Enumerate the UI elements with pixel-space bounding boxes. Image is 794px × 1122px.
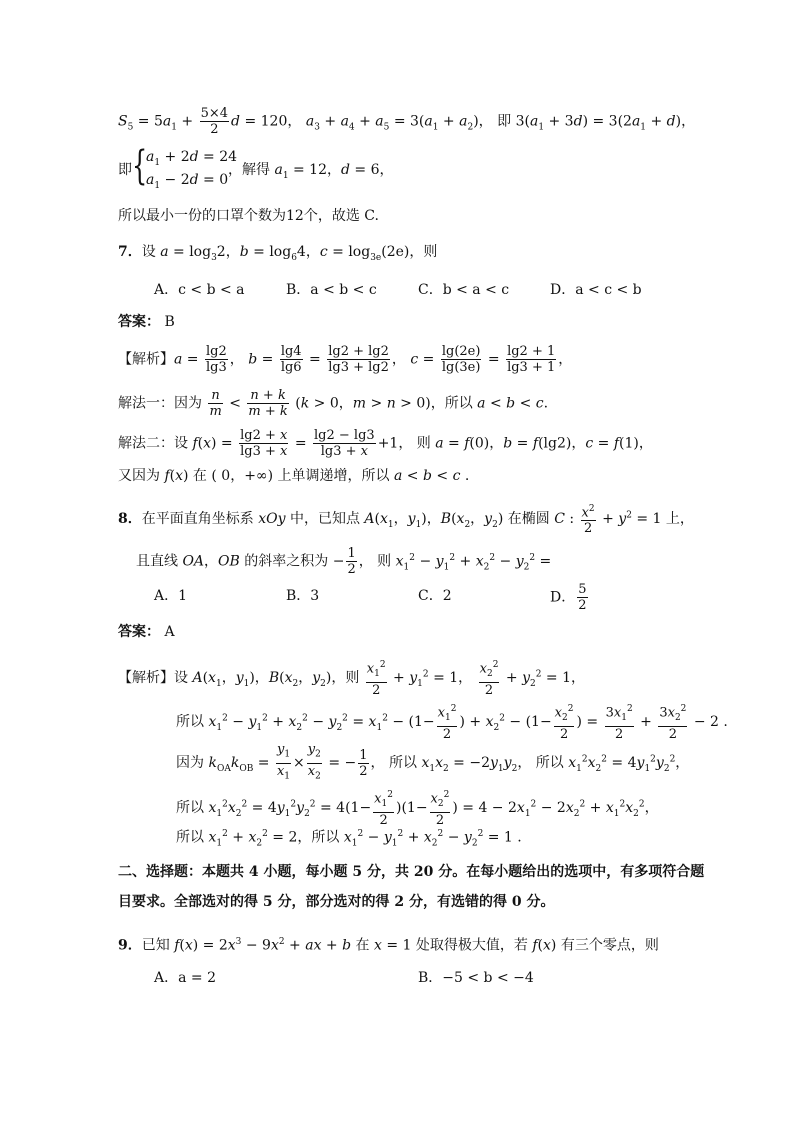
q8-stem-line1: 8．在平面直角坐标系 xOy 中，已知点 $A(x_1$，$y_1$)，$B(x_2$，$y_2$) 在椭圆 C : $\frac{x^2}{2}$ + $y^2 = 1$ 上， [118,504,694,537]
q8-analysis-2: 所以 $x_1^2 - y_1^2 + x_2^2 - y_2^2 = x_1^2 - (1-$ $\frac{x_1^2}{2}$ ) + $x_2^2 - (1-$ $\frac{x_2^2}{2}$ ) = $\frac{3x_1^2}{2}$ + $\frac{3x_2^2}{2}$ − 2 . [176,704,728,742]
q6-system-eq1: $a_1 + 2d = 24$ [146,149,238,168]
q8-stem-line2: 且直线 OA，OB 的斜率之积为 − $\frac{1}{2}$ ， 则 $x_1^2 - y_1^2 + x_2^2 - y_2^2$ = [136,546,552,577]
q7-method2-b: 又因为 f(x) 在 ( 0，+∞) 上单调递增，所以 a < b < c . [118,468,470,484]
q7-option-c: C．b < a < c [418,282,510,298]
section2-heading-line1: 二、选择题：本题共 4 小题，每小题 5 分，共 20 分。在每小题给出的选项中，有多项符合题 [118,864,705,880]
q7-option-d: D．a < c < b [550,282,642,298]
q6-system-result: ，解得 $a_1 = 12$，d = 6， [228,162,394,181]
q8-option-b: B．3 [286,588,320,604]
q7-option-b: B．a < b < c [286,282,377,298]
q7-analysis: 【解析】a = $\frac{\lg 2}{\lg 3}$ ， b = $\frac{\lg 4}{\lg 6}$ = $\frac{\lg 2 + \lg 2}{\lg 3 + \lg 2}$ ， c = $\frac{\lg(2e)}{\lg(3e)}$ = $\frac{\lg 2 + 1}{\lg 3 + 1}$ ， [118,344,573,375]
q8-analysis-5: 所以 $x_1^2 + x_2^2 = 2$，所以 $x_1^2 - y_1^2 + x_2^2 - y_2^2 = 1$ . [176,829,522,849]
section2-heading-line2: 目要求。全部选对的得 5 分，部分选对的得 2 分，有选错的得 0 分。 [118,894,555,910]
q8-analysis-4: 所以 $x_1^2x_2^2 = 4y_1^2y_2^2 = 4(1-$ $\frac{x_1^2}{2}$ )(1− $\frac{x_2^2}{2}$ ) = $4 - 2x_1^2 - 2x_2^2 + x_1^2x_2^2$， [176,790,659,828]
q7-option-a: A．c < b < a [154,282,245,298]
q8-option-c: C．2 [418,588,452,604]
q6-system-prefix: 即 [118,162,132,178]
q8-analysis-3: 因为 $k_{OA}k_{OB}$ = $\frac{y_1}{x_1}$ × $\frac{y_2}{x_2}$ = − $\frac{1}{2}$ ， 所以 $x_1x_2 = -2y_1y_2$， 所以 $x_1^2x_2^2 = 4y_1^2y_2^2$， [176,742,690,782]
q7-method1: 解法一：因为 $\frac{n}{m}$ < $\frac{n + k}{m + k}$ (k > 0，m > n > 0)，所以 a < b < c. [118,388,549,419]
q7-stem: 7．设 $a = \log_32$，$b = \log_64$，$c = \log_{3e}(2e)$，则 [118,244,438,263]
q9-option-b: B．−5 < b < −4 [418,970,534,986]
q8-option-a: A．1 [154,588,188,604]
system-brace: { [132,143,148,189]
q6-system-eq2: $a_1 - 2d = 0$ [146,172,229,191]
q7-method2: 解法二：设 f(x) = $\frac{\lg 2 + x}{\lg 3 + x}$ = $\frac{\lg 2 - \lg 3}{\lg 3 + x}$ +1， 则 a = f(0)，b = f(lg2)，c = f(1)， [118,428,653,459]
q6-conclusion: 所以最小一份的口罩个数为12个，故选 C. [118,208,379,224]
q9-option-a: A．a = 2 [154,970,216,986]
q8-answer: 答案： A [118,624,175,640]
q9-stem: 9．已知 $f(x) = 2x^3 - 9x^2$ + ax + b 在 x = 1 处取得极大值，若 f(x) 有三个零点，则 [118,937,659,954]
q8-option-d: D． $\frac{5}{2}$ [550,582,587,613]
q6-solution-line1: $S_5 = 5a_1$ + $\frac{5\times 4}{2}$ d = 120， $a_3 + a_4 + a_5 = 3(a_1 + a_2)$， 即 $3(a_1 + 3d) = 3(2a_1 + d)$， [118,106,696,137]
q7-answer: 答案： B [118,314,175,330]
q8-analysis-1: 【解析】设 $A(x_1$，$y_1$)，$B(x_2$，$y_2$)，则 $\frac{x_1^2}{2}$ + $y_1^2 = 1$， $\frac{x_2^2}{2}$ + $y_2^2 = 1$， [118,660,586,698]
